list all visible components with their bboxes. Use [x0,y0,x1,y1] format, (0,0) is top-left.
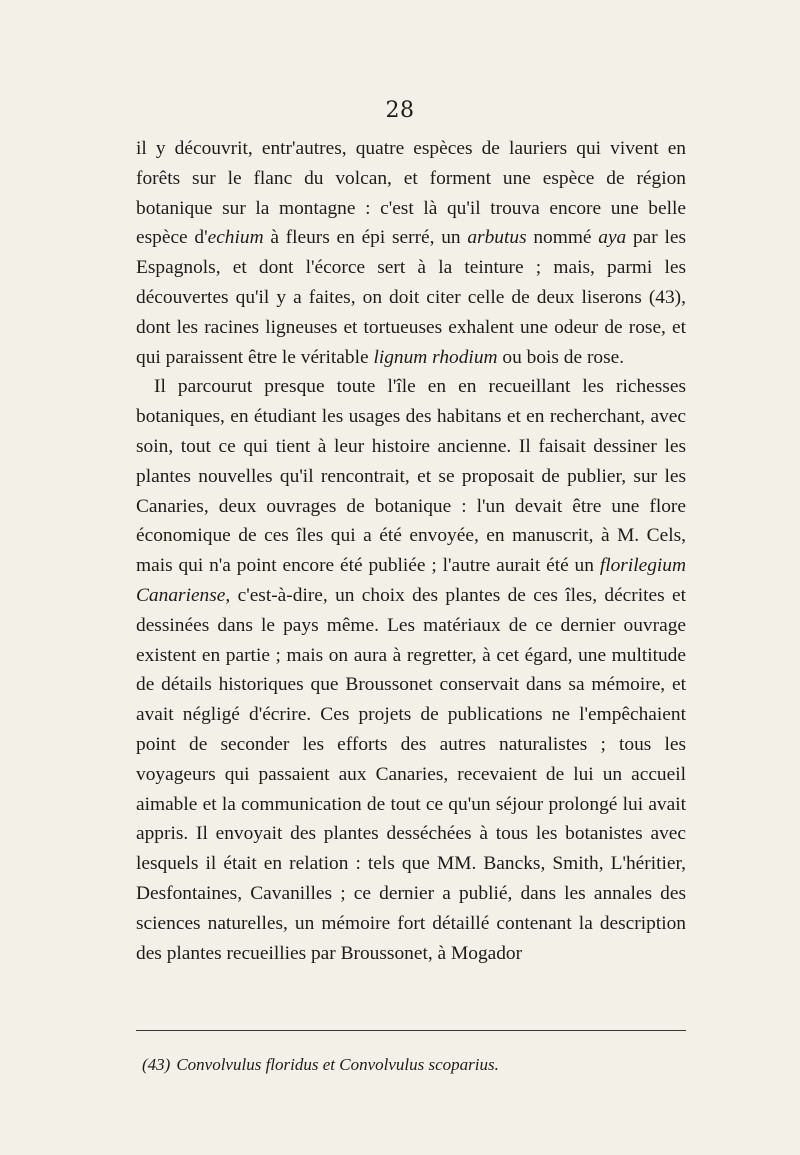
text-run: il y découvrit, entr'autres, quatre espèces de lauriers qui vivent en forêts sur le flanc du volcan, et forment une espèce de région botanique sur la montagne : c'est là qu'il trouva encore une belle espèce d' [136,138,686,249]
paragraph-2 [136,372,686,968]
text-run: ou bois de rose. [497,346,625,368]
body-text [136,134,686,968]
italic-run: arbutus [467,227,527,249]
footnote-marker: (43) [142,1055,171,1074]
italic-run: lignum rhodium [373,346,498,368]
footnote-text: Convolvulus floridus et Convolvulus scoparius. [176,1055,499,1074]
text-run: à fleurs en épi serré, un [263,227,468,249]
text-run: nommé [526,227,599,249]
italic-run: aya [598,227,627,249]
footnote [142,1054,682,1076]
italic-run: florilegium Canariense [136,555,686,606]
text-run: par les Espagnols, et dont l'écorce sert à la teinture ; mais, parmi les découvertes qu'il y a faites, on doit citer celle de deux liserons (43), dont les racines ligneuses et tortueuses exhalent une odeur de rose, et qui paraissent être le véritable [136,227,687,368]
footnote-rule [136,1030,686,1031]
text-run: Il parcourut presque toute l'île en en recueillant les richesses botaniques, en étudiant les usages des habitans et en recherchant, avec soin, tout ce qui tient à leur histoire ancienne. Il faisait dessiner les plantes nouvelles qu'il rencontrait, et se proposait de publier, sur les Canaries, deux ouvrages de botanique : l'un devait être une flore économique de ces îles qui a été envoyée, en manuscrit, à M. Cels, mais qui n'a point encore été publiée ; l'autre aurait été un [136,376,686,577]
italic-run: echium [207,227,264,249]
text-run: , c'est-à-dire, un choix des plantes de ces îles, décrites et dessinées dans le pays même. Les matériaux de ce dernier ouvrage existent en partie ; mais on aura à regretter, à cet égard, une multitude de détails historiques que Broussonet conservait dans sa mémoire, et avait négligé d'écrire. Ces projets de publications ne l'empêchaient point de seconder les efforts des autres naturalistes ; tous les voyageurs qui passaient aux Canaries, recevaient de lui un accueil aimable et la communication de tout ce qu'un séjour prolongé lui avait appris. Il envoyait des plantes desséchées à tous les botanistes avec lesquels il était en relation : tels que MM. Bancks, Smith, L'héritier, Desfontaines, Cavanilles ; ce dernier a publié, dans les annales des sciences naturelles, un mémoire fort détaillé contenant la description des plantes recueillies par Broussonet, à Mogador [136,584,686,964]
page-number: 28 [385,98,415,123]
paragraph-1 [136,134,686,372]
